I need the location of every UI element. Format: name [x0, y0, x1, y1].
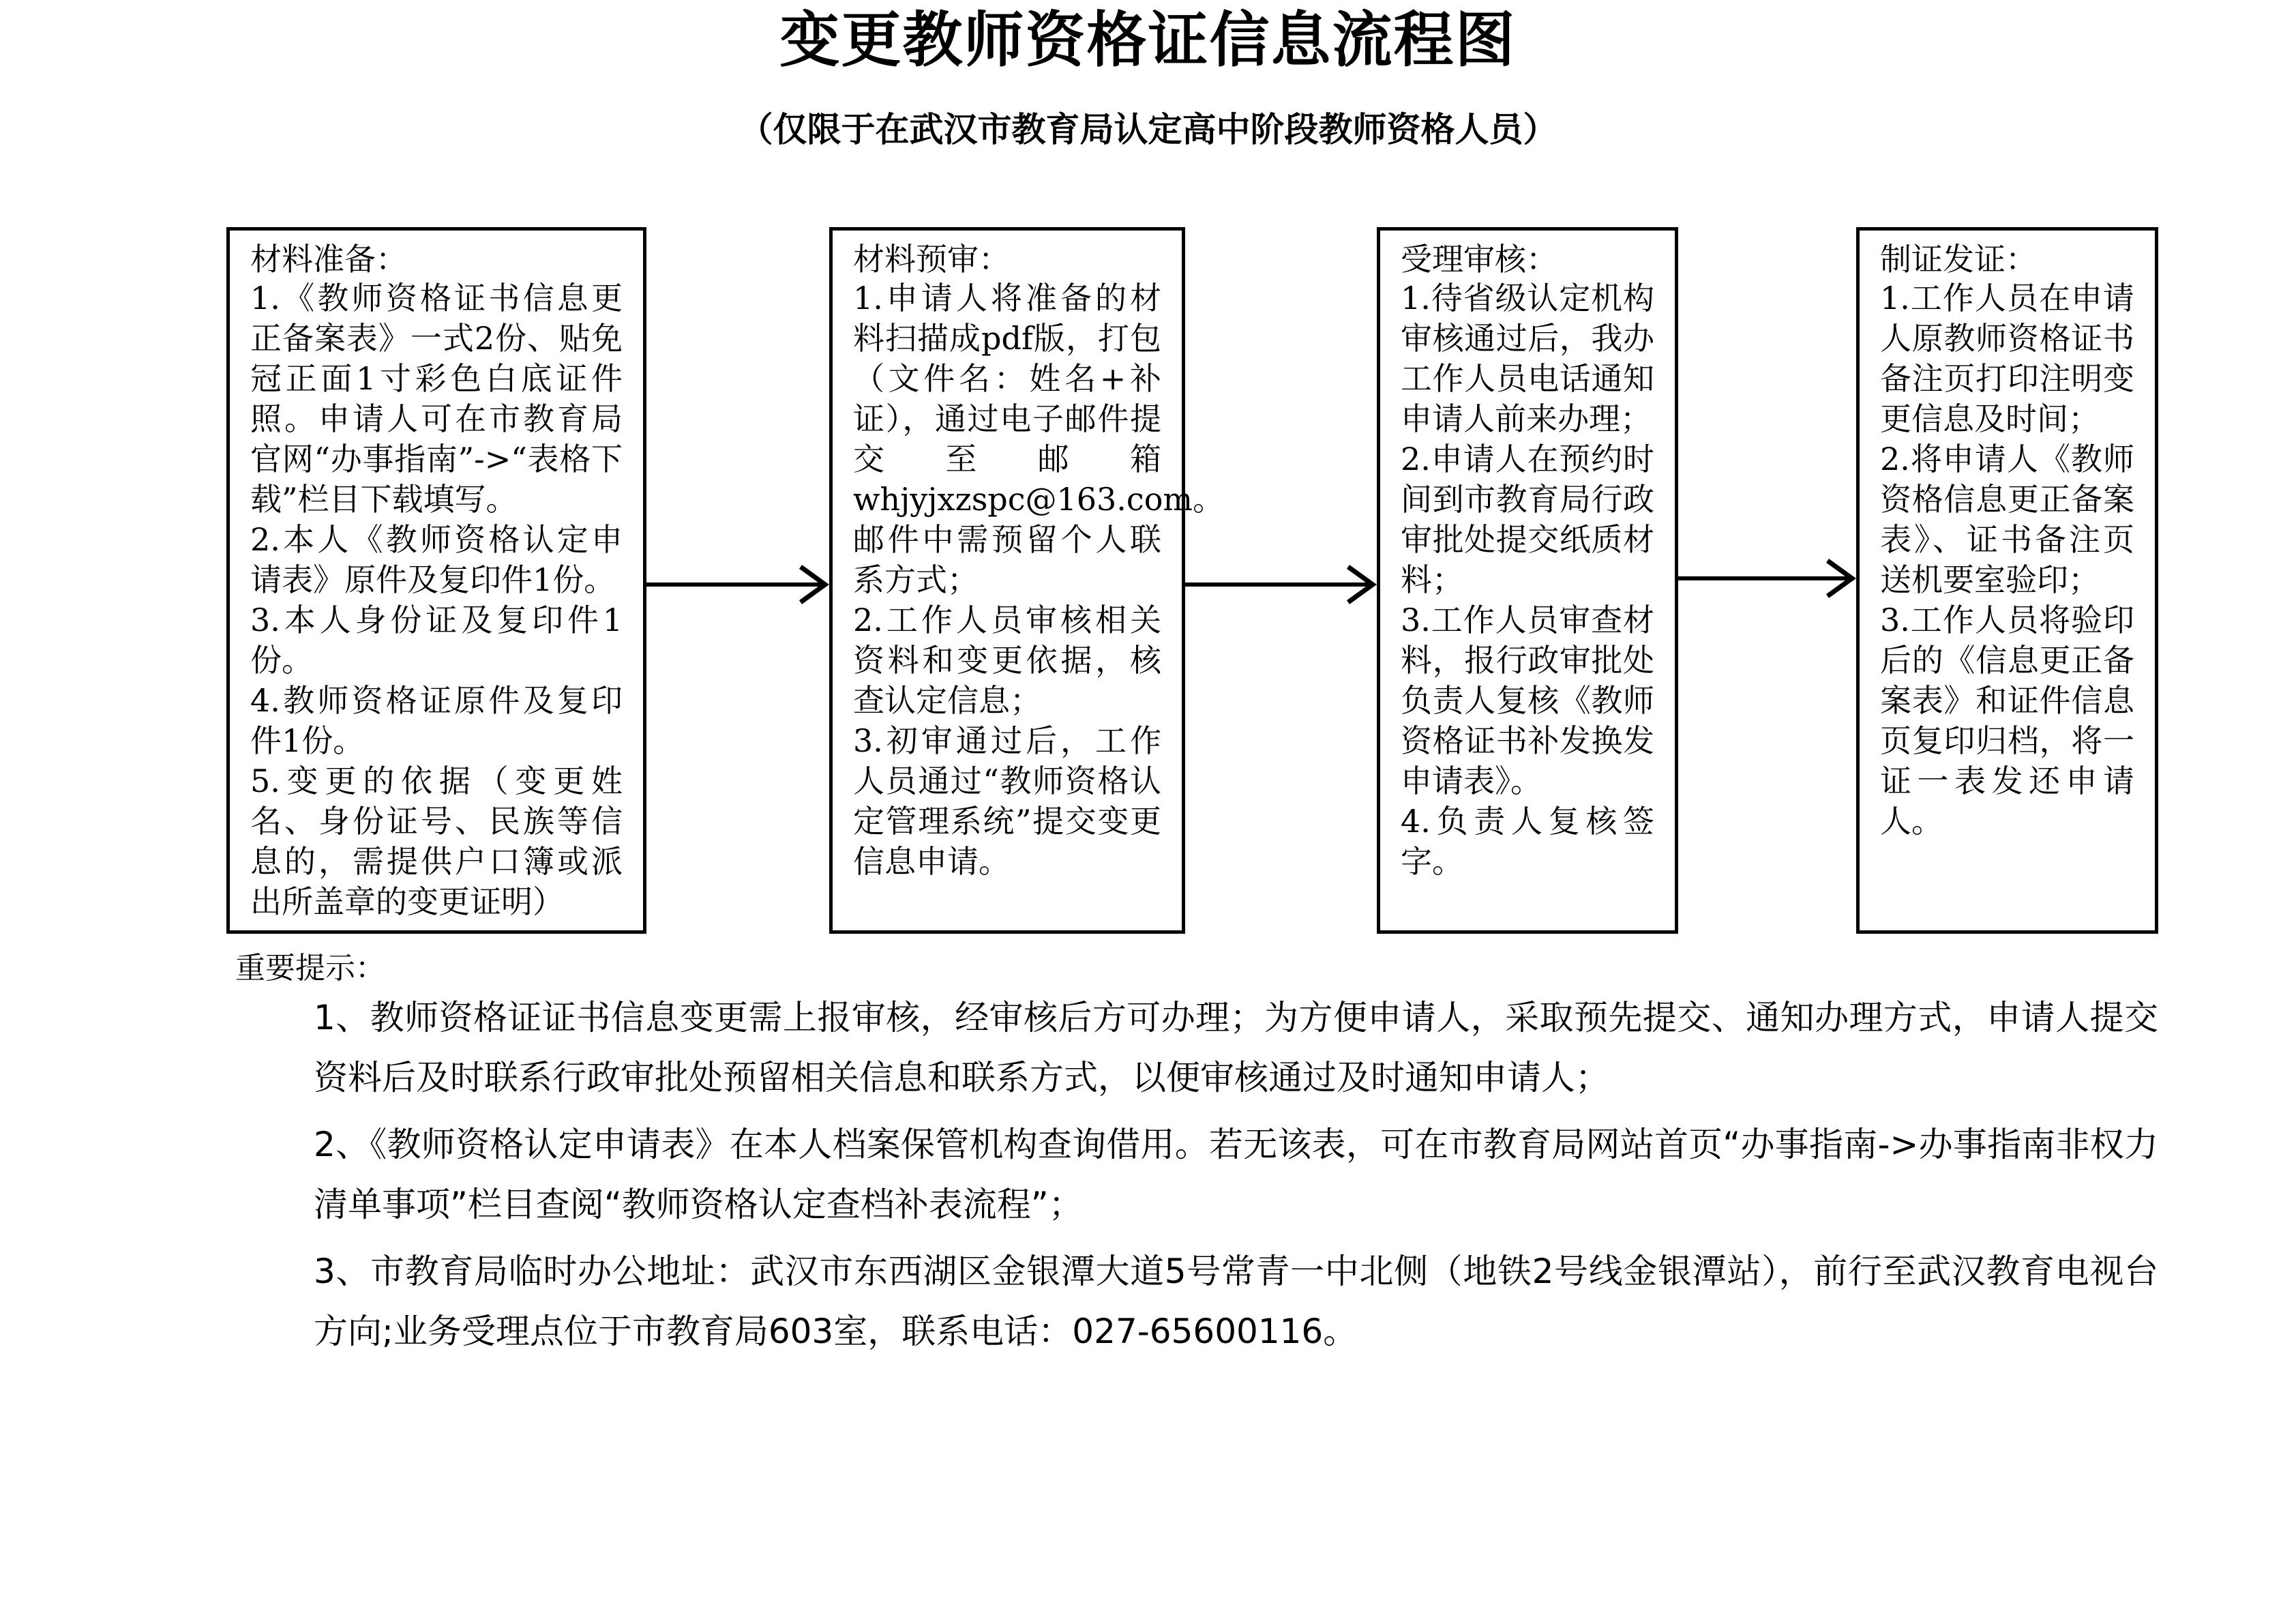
- step-line: 2.工作人员审核相关资料和变更依据，核查认定信息；: [853, 602, 1161, 719]
- step-line: 1.待省级认定机构审核通过后，我办工作人员电话通知申请人前来办理；: [1401, 280, 1654, 437]
- step-line: 3.工作人员将验印后的《信息更正备案表》和证件信息页复印归档，将一证一表发还申请人。: [1880, 602, 2134, 840]
- flow-arrow-3: [1678, 561, 1852, 596]
- step-heading: 受理审核：: [1401, 241, 1557, 278]
- step-line: 4.负责人复核签字。: [1401, 803, 1654, 880]
- step-line: 1.申请人将准备的材料扫描成pdf版，打包（文件名：姓名+补证），通过电子邮件提交至邮箱whjyjxzspc@163.com。邮件中需预留个人联系方式；: [853, 280, 1225, 598]
- note-item: 3、市教育局临时办公地址：武汉市东西湖区金银潭大道5号常青一中北侧（地铁2号线金银潭站），前行至武汉教育电视台方向;业务受理点位于市教育局603室，联系电话：027-65600116。: [314, 1252, 2158, 1351]
- step-heading: 材料预审：: [853, 241, 1010, 278]
- step-line: 1.工作人员在申请人原教师资格证书备注页打印注明变更信息及时间；: [1880, 280, 2134, 437]
- page-subtitle: （仅限于在武汉市教育局认定高中阶段教师资格人员）: [739, 109, 1557, 149]
- flow-arrow-1: [646, 567, 825, 602]
- step-heading: 制证发证：: [1880, 241, 2037, 278]
- step-line: 3.初审通过后，工作人员通过“教师资格认定管理系统”提交变更信息申请。: [853, 722, 1161, 880]
- step-line: 3.工作人员审查材料，报行政审批处负责人复核《教师资格证书补发换发申请表》。: [1401, 602, 1654, 799]
- step-heading: 材料准备：: [250, 241, 407, 278]
- step-line: 4.教师资格证原件及复印件1份。: [250, 682, 623, 759]
- step-line: 1.《教师资格证书信息更正备案表》一式2份、贴免冠正面1寸彩色白底证件照。申请人可在市教育局官网“办事指南”->“表格下载”栏目下载填写。: [250, 280, 623, 518]
- step-line: 2.本人《教师资格认定申请表》原件及复印件1份。: [250, 521, 623, 598]
- step-line: 2.申请人在预约时间到市教育局行政审批处提交纸质材料；: [1401, 441, 1654, 598]
- note-item: 1、教师资格证证书信息变更需上报审核，经审核后方可办理；为方便申请人，采取预先提交、通知办理方式，申请人提交资料后及时联系行政审批处预留相关信息和联系方式，以便审核通过及时通知申请人；: [314, 998, 2158, 1097]
- notes-heading: 重要提示：: [235, 951, 385, 986]
- step-line: 2.将申请人《教师资格信息更正备案表》、证书备注页送机要室验印；: [1880, 441, 2134, 598]
- step-line: 5.变更的依据（变更姓名、身份证号、民族等信息的，需提供户口簿或派出所盖章的变更证明）: [250, 763, 623, 920]
- notes-list: [314, 988, 2158, 1368]
- note-item: 2、《教师资格认定申请表》在本人档案保管机构查询借用。若无该表，可在市教育局网站首页“办事指南->办事指南非权力清单事项”栏目查阅“教师资格认定查档补表流程”；: [314, 1125, 2158, 1224]
- step-line: 3.本人身份证及复印件1份。: [250, 602, 623, 679]
- flow-arrow-2: [1185, 567, 1373, 602]
- page-title: 变更教师资格证信息流程图: [779, 4, 1517, 75]
